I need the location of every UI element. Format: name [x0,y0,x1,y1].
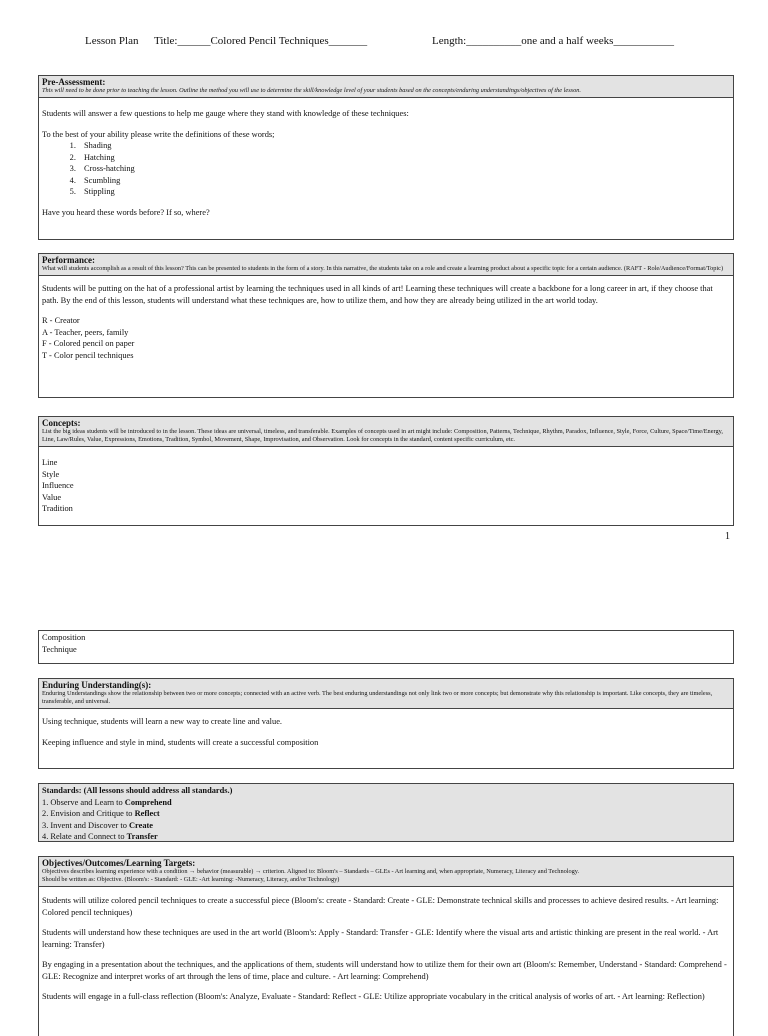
list-item: By engaging in a presentation about the techniques, and the applications of them, students will understand how to utilize them for their own art (Bloom's: Remember, Understand - Standard: Comprehend - GLE: Recognize and interpret works of art through the lens of time, place and culture. - Art learning: Comprehend) [42,960,727,981]
list-item: Tradition [42,504,73,513]
pre-assessment-header [39,76,733,98]
list-item: Composition [42,633,86,642]
list-item: A - Teacher, peers, family [42,327,129,337]
list-item: Influence [42,481,74,490]
lesson-plan-label: Lesson Plan [85,35,139,47]
objectives-title: Objectives/Outcomes/Learning Targets: [42,858,196,868]
objectives-desc-format: Should be written as: Objective. (Bloom's: - Standard: - GLE: -Art learning: -Numeracy, Literacy, and/or Technology) [42,876,340,883]
objectives-body [39,887,733,1015]
standards-section [38,783,734,842]
list-item: 3. Invent and Discover to Create [42,820,154,830]
concepts-title: Concepts: [42,418,81,428]
title-value: _Colored Pencil Techniques_______ [204,35,368,47]
concepts-header [39,417,733,447]
list-item: 2. Envision and Critique to Reflect [42,809,160,818]
list-item: Technique [42,644,77,654]
performance-body [39,276,733,364]
list-item: T - Color pencil techniques [42,350,134,360]
pre-assessment-title: Pre-Assessment: [42,77,106,87]
list-item: 1. Shading [78,140,730,152]
performance-title: Performance: [42,255,95,265]
performance-desc: What will students accomplish as a result of this lesson? This can be presented to students in the form of a story. In this narrative, the students take on a role and create a learning product about a specific topic for a certain audience. (RAFT - Role/Audience/Format/Topic) [42,265,724,272]
list-item: Students will understand how these techniques are used in the art world (Bloom's: Apply - Standard: Transfer - GLE: Identify where the visual arts and artistic thinking are present in the real world. - Art learning: Transfer) [42,928,719,949]
list-item: Students will engage in a full-class reflection (Bloom's: Analyze, Evaluate - Standard: Reflect - GLE: Utilize appropriate vocabulary in the critical analysis of works of art. - Art learning: Reflection) [42,992,705,1001]
pre-assessment-question: Have you heard these words before? If so, where? [42,207,210,217]
enduring-understanding-section [38,678,734,769]
title-field [154,35,367,47]
list-item: 4. Relate and Connect to Transfer [42,832,158,841]
objectives-header [39,857,733,887]
performance-header [39,254,733,276]
concepts-section [38,416,734,526]
list-item: Students will utilize colored pencil techniques to create a successful piece (Bloom's: create - Standard: Create - GLE: Demonstrate technical skills and processes to achieve desired results. - Art learning: Colored pencil techniques) [42,896,719,917]
list-item: 2. Hatching [78,152,730,164]
list-item: 4. Scumbling [78,175,730,187]
list-item: F - Colored pencil on paper [42,339,135,348]
enduring-header [39,679,733,709]
objectives-desc: Objectives describes learning experience with a condition → behavior (measurable) → criterion. Aligned to: Bloom's – Standards – GLEs - Art learning and, when appropriate, Numeracy, Literacy and Technology. [42,868,580,875]
lesson-plan-header [0,32,768,52]
list-item: Line [42,458,58,467]
pre-assessment-desc: This will need to be done prior to teaching the lesson. Outline the method you will use to determine the skill/knowledge level of your students based on the concepts/enduring understandings/objectives of the lesson. [42,87,581,94]
performance-text: Students will be putting on the hat of a professional artist by learning the techniques used in all kinds of art! Learning these techniques will create a backbone for a long career in art, if they choose that path. By the end of this lesson, students will understand what these techniques are, how to utilize them, and how they are already being utilized in the art world today. [42,284,713,305]
list-item: 1. Observe and Learn to Comprehend [42,797,172,807]
pre-assessment-section [38,75,734,240]
list-item: 3. Cross-hatching [78,163,730,175]
pre-assessment-intro: Students will answer a few questions to help me gauge where they stand with knowledge of these techniques: [42,109,409,118]
enduring-body [39,709,733,760]
pre-assessment-body [39,98,733,230]
length-label: Length:_________ [432,35,516,47]
concepts-desc: List the big ideas students will be introduced to in the lesson. These ideas are universal, timeless, and transferable. Examples of concepts used in art might include: Composition, Patterns, Technique, Rhythm, Paradox, Influence, Style, Force, Culture, Space/Time/Energy, Line, Law/Rules, Value, Expressions, Emotions, Tradition, Symbol, Movement, Shape, Improvisation, and Observation. Look for concepts in the standard, content specific curriculum, etc. [42,428,723,443]
objectives-section [38,856,734,1036]
concepts-continued [38,630,734,664]
enduring-title: Enduring Understanding(s): [42,680,152,690]
standards-title: Standards: (All lessons should address all standards.) [42,786,233,795]
list-item: R - Creator [42,316,80,325]
list-item: Style [42,469,60,479]
technique-list [42,140,730,198]
concepts-body [39,447,733,518]
title-label: Title:_____ [154,35,205,47]
page-number: 1 [725,531,730,542]
list-item: Keeping influence and style in mind, students will create a successful composition [42,737,319,747]
enduring-desc: Enduring Understandings show the relationship between two or more concepts; connected with an active verb. The best enduring understandings not only link two or more concepts; but demonstrate why this relationship is important. Like concepts, they are timeless, transferable, and universal. [42,690,713,705]
performance-section [38,253,734,398]
list-item: Using technique, students will learn a new way to create line and value. [42,717,283,726]
length-field [432,35,674,47]
list-item: 5. Stippling [78,186,730,198]
concepts-continued-body [39,631,733,658]
list-item: Value [42,492,62,502]
pre-assessment-prompt: To the best of your ability please write the definitions of these words; [42,129,275,139]
length-value: _one and a half weeks___________ [515,35,674,47]
standards-body [39,784,733,846]
